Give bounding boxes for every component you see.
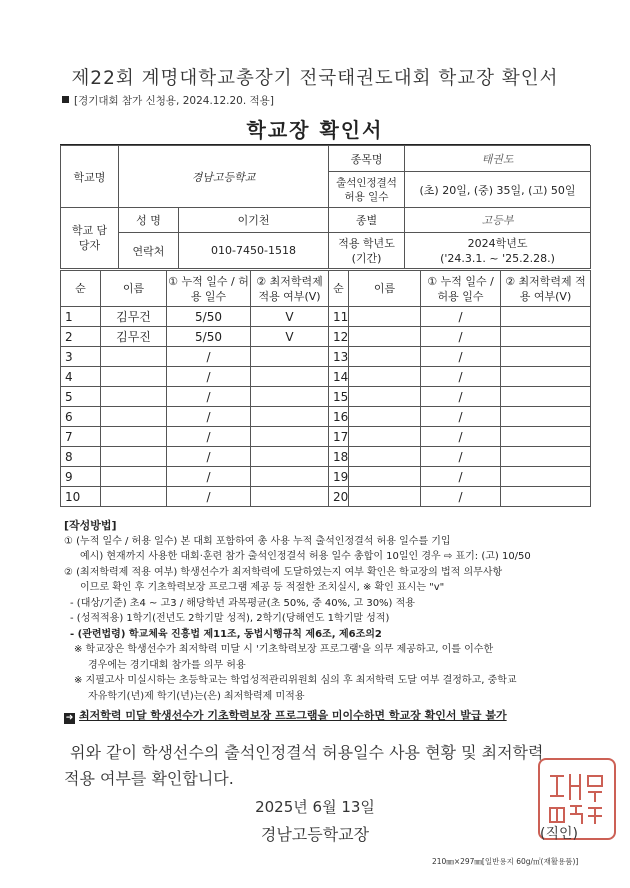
row-name: 김무진 bbox=[101, 327, 167, 347]
row-min-2 bbox=[501, 367, 591, 387]
row-no: 2 bbox=[61, 327, 101, 347]
table-row bbox=[61, 487, 591, 507]
note-1b: 예시) 현재까지 사용한 대회·훈련 참가 출석인정결석 허용 일수 총합이 10일인 경우 ⇨ 표기: (고) 10/50 bbox=[80, 551, 531, 562]
row-min: V bbox=[251, 327, 329, 347]
division-label: 종별 bbox=[329, 208, 405, 233]
row-name bbox=[101, 487, 167, 507]
subtitle-text: [경기대회 참가 신청용, 2024.12.20. 적용] bbox=[74, 95, 274, 107]
col-no: 순 bbox=[61, 271, 101, 307]
row-no: 10 bbox=[61, 487, 101, 507]
period-value: ('24.3.1. ~ '25.2.28.) bbox=[440, 251, 555, 265]
row-min bbox=[251, 407, 329, 427]
closing-line-1: 위와 같이 학생선수의 출석인정결석 허용일수 사용 현황 및 최저학력 bbox=[70, 743, 544, 762]
row-min bbox=[251, 347, 329, 367]
row-days: / bbox=[167, 447, 251, 467]
row-name bbox=[101, 427, 167, 447]
row-no-2: 18 bbox=[329, 447, 349, 467]
row-min bbox=[251, 387, 329, 407]
row-name bbox=[101, 347, 167, 367]
row-days-2: / bbox=[421, 347, 501, 367]
row-no-2: 17 bbox=[329, 427, 349, 447]
row-min-2 bbox=[501, 307, 591, 327]
col-min: ② 최저학력제 적용 여부(V) bbox=[251, 271, 329, 307]
col-days: ① 누적 일수 / 허용 일수 bbox=[167, 271, 251, 307]
manager-name: 이기천 bbox=[179, 208, 329, 233]
note-8 bbox=[64, 708, 594, 724]
row-name-2 bbox=[349, 327, 421, 347]
row-min-2 bbox=[501, 407, 591, 427]
row-name: 김무건 bbox=[101, 307, 167, 327]
division-value: 고등부 bbox=[405, 208, 591, 233]
col-min-2: ② 최저학력제 적용 여부(V) bbox=[501, 271, 591, 307]
manager-label: 학교 담당자 bbox=[61, 208, 119, 269]
row-name bbox=[101, 367, 167, 387]
col-days-2: ① 누적 일수 / 허용 일수 bbox=[421, 271, 501, 307]
seal-label: (직인) bbox=[540, 826, 578, 842]
row-name-2 bbox=[349, 467, 421, 487]
row-no: 3 bbox=[61, 347, 101, 367]
info-table bbox=[60, 145, 591, 269]
row-name bbox=[101, 467, 167, 487]
row-no-2: 13 bbox=[329, 347, 349, 367]
closing-statement bbox=[64, 740, 584, 792]
instructions bbox=[64, 518, 594, 724]
table-row bbox=[61, 407, 591, 427]
row-no-2: 16 bbox=[329, 407, 349, 427]
row-name-2 bbox=[349, 447, 421, 467]
row-days: / bbox=[167, 407, 251, 427]
row-min: V bbox=[251, 307, 329, 327]
table-row bbox=[61, 467, 591, 487]
row-no: 4 bbox=[61, 367, 101, 387]
table-row bbox=[61, 427, 591, 447]
row-name bbox=[101, 407, 167, 427]
row-days-2: / bbox=[421, 407, 501, 427]
note-6a: ※ 학교장은 학생선수가 최저학력 미달 시 '기초학력보장 프로그램'을 의무 제공하고, 이를 이수한 bbox=[74, 644, 494, 655]
row-name-2 bbox=[349, 407, 421, 427]
row-no-2: 20 bbox=[329, 487, 349, 507]
row-min bbox=[251, 367, 329, 387]
row-name-2 bbox=[349, 387, 421, 407]
subtitle bbox=[62, 93, 274, 108]
note-8-text: 최저학력 미달 학생선수가 기초학력보장 프로그램을 미이수하면 학교장 확인서 발급 불가 bbox=[79, 709, 507, 722]
principal-signature: 경남고등학교장 bbox=[260, 825, 370, 844]
event-value: 태권도 bbox=[405, 146, 591, 172]
note-2b: 이므로 확인 후 기초학력보장 프로그램 제공 등 적절한 조치실시, ※ 확인 표시는 "v" bbox=[80, 582, 445, 593]
row-no-2: 19 bbox=[329, 467, 349, 487]
row-days-2: / bbox=[421, 487, 501, 507]
row-no-2: 12 bbox=[329, 327, 349, 347]
row-days-2: / bbox=[421, 447, 501, 467]
col-name-2: 이름 bbox=[349, 271, 421, 307]
row-no: 9 bbox=[61, 467, 101, 487]
row-no: 5 bbox=[61, 387, 101, 407]
row-min bbox=[251, 467, 329, 487]
row-no-2: 15 bbox=[329, 387, 349, 407]
note-6b: 경우에는 경기대회 참가를 의무 허용 bbox=[88, 659, 246, 671]
paper-spec: 210㎜×297㎜[일반용지 60g/㎡(재활용품)] bbox=[432, 857, 579, 866]
row-min-2 bbox=[501, 347, 591, 367]
table-row bbox=[61, 387, 591, 407]
row-name-2 bbox=[349, 367, 421, 387]
row-name-2 bbox=[349, 487, 421, 507]
row-min-2 bbox=[501, 387, 591, 407]
row-days-2: / bbox=[421, 387, 501, 407]
note-7b: 자유학기(년)제 학기(년)는(은) 최저학력제 미적용 bbox=[88, 690, 305, 702]
row-name-2 bbox=[349, 427, 421, 447]
row-min-2 bbox=[501, 487, 591, 507]
year-value: 2024학년도 bbox=[467, 236, 528, 250]
contact-value: 010-7450-1518 bbox=[179, 233, 329, 269]
row-days: / bbox=[167, 347, 251, 367]
col-no-2: 순 bbox=[329, 271, 349, 307]
row-days: 5/50 bbox=[167, 307, 251, 327]
row-min-2 bbox=[501, 327, 591, 347]
row-name-2 bbox=[349, 347, 421, 367]
attend-value: (초) 20일, (중) 35일, (고) 50일 bbox=[405, 172, 591, 208]
row-days: / bbox=[167, 467, 251, 487]
school-name: 경남고등학교 bbox=[119, 146, 329, 208]
note-3: - (대상/기준) 초4 ~ 고3 / 해당학년 과목평균(초 50%, 중 40%, 고 30%) 적용 bbox=[70, 597, 415, 609]
row-days-2: / bbox=[421, 327, 501, 347]
note-7a: ※ 지필고사 미실시하는 초등학교는 학업성적관리위원회 심의 후 최저학력 도달 여부 결정하고, 중학교 bbox=[74, 675, 517, 686]
contact-label: 연락처 bbox=[119, 233, 179, 269]
table-row bbox=[61, 327, 591, 347]
row-no: 7 bbox=[61, 427, 101, 447]
row-min bbox=[251, 447, 329, 467]
row-days: / bbox=[167, 367, 251, 387]
year-cell bbox=[405, 233, 591, 269]
row-days: / bbox=[167, 387, 251, 407]
row-min bbox=[251, 487, 329, 507]
note-4: - (성적적용) 1학기(전년도 2학기말 성적), 2학기(당해연도 1학기말 성적) bbox=[70, 613, 390, 624]
square-bullet-icon bbox=[62, 96, 69, 103]
row-name bbox=[101, 387, 167, 407]
row-days-2: / bbox=[421, 427, 501, 447]
row-no-2: 14 bbox=[329, 367, 349, 387]
note-1a: ① (누적 일수 / 허용 일수) 본 대회 포함하여 총 사용 누적 출석인정결석 허용 일수를 기입 bbox=[64, 535, 451, 547]
col-name: 이름 bbox=[101, 271, 167, 307]
instructions-heading: [작성방법] bbox=[64, 519, 117, 532]
document-title: 제22회 계명대학교총장기 전국태권도대회 학교장 확인서 bbox=[71, 68, 559, 89]
closing-line-2: 적용 여부를 확인합니다. bbox=[64, 769, 234, 788]
row-days: 5/50 bbox=[167, 327, 251, 347]
row-min-2 bbox=[501, 467, 591, 487]
row-no: 8 bbox=[61, 447, 101, 467]
table-row bbox=[61, 347, 591, 367]
issue-date: 2025년 6월 13일 bbox=[255, 798, 375, 816]
row-min-2 bbox=[501, 427, 591, 447]
school-label: 학교명 bbox=[61, 146, 119, 208]
row-days-2: / bbox=[421, 307, 501, 327]
row-no: 1 bbox=[61, 307, 101, 327]
row-no: 6 bbox=[61, 407, 101, 427]
row-name bbox=[101, 447, 167, 467]
student-table bbox=[60, 270, 591, 507]
row-name-2 bbox=[349, 307, 421, 327]
row-min-2 bbox=[501, 447, 591, 467]
arrow-right-icon: ➜ bbox=[65, 713, 74, 723]
row-days: / bbox=[167, 427, 251, 447]
table-row bbox=[61, 447, 591, 467]
event-label: 종목명 bbox=[329, 146, 405, 172]
row-days-2: / bbox=[421, 367, 501, 387]
row-days-2: / bbox=[421, 467, 501, 487]
doc-heading: 학교장 확인서 bbox=[246, 118, 384, 142]
name-label: 성 명 bbox=[119, 208, 179, 233]
year-label: 적용 학년도 (기간) bbox=[329, 233, 405, 269]
row-days: / bbox=[167, 487, 251, 507]
table-row bbox=[61, 367, 591, 387]
note-5: - (관련법령) 학교체육 진흥법 제11조, 동법시행규칙 제6조, 제6조의2 bbox=[70, 628, 382, 640]
note-2a: ② (최저학력제 적용 여부) 학생선수가 최저학력에 도달하였는지 여부 확인은 학교장의 법적 의무사항 bbox=[64, 566, 503, 578]
attend-label: 출석인정결석 허용 일수 bbox=[329, 172, 405, 208]
row-min bbox=[251, 427, 329, 447]
table-row bbox=[61, 307, 591, 327]
row-no-2: 11 bbox=[329, 307, 349, 327]
